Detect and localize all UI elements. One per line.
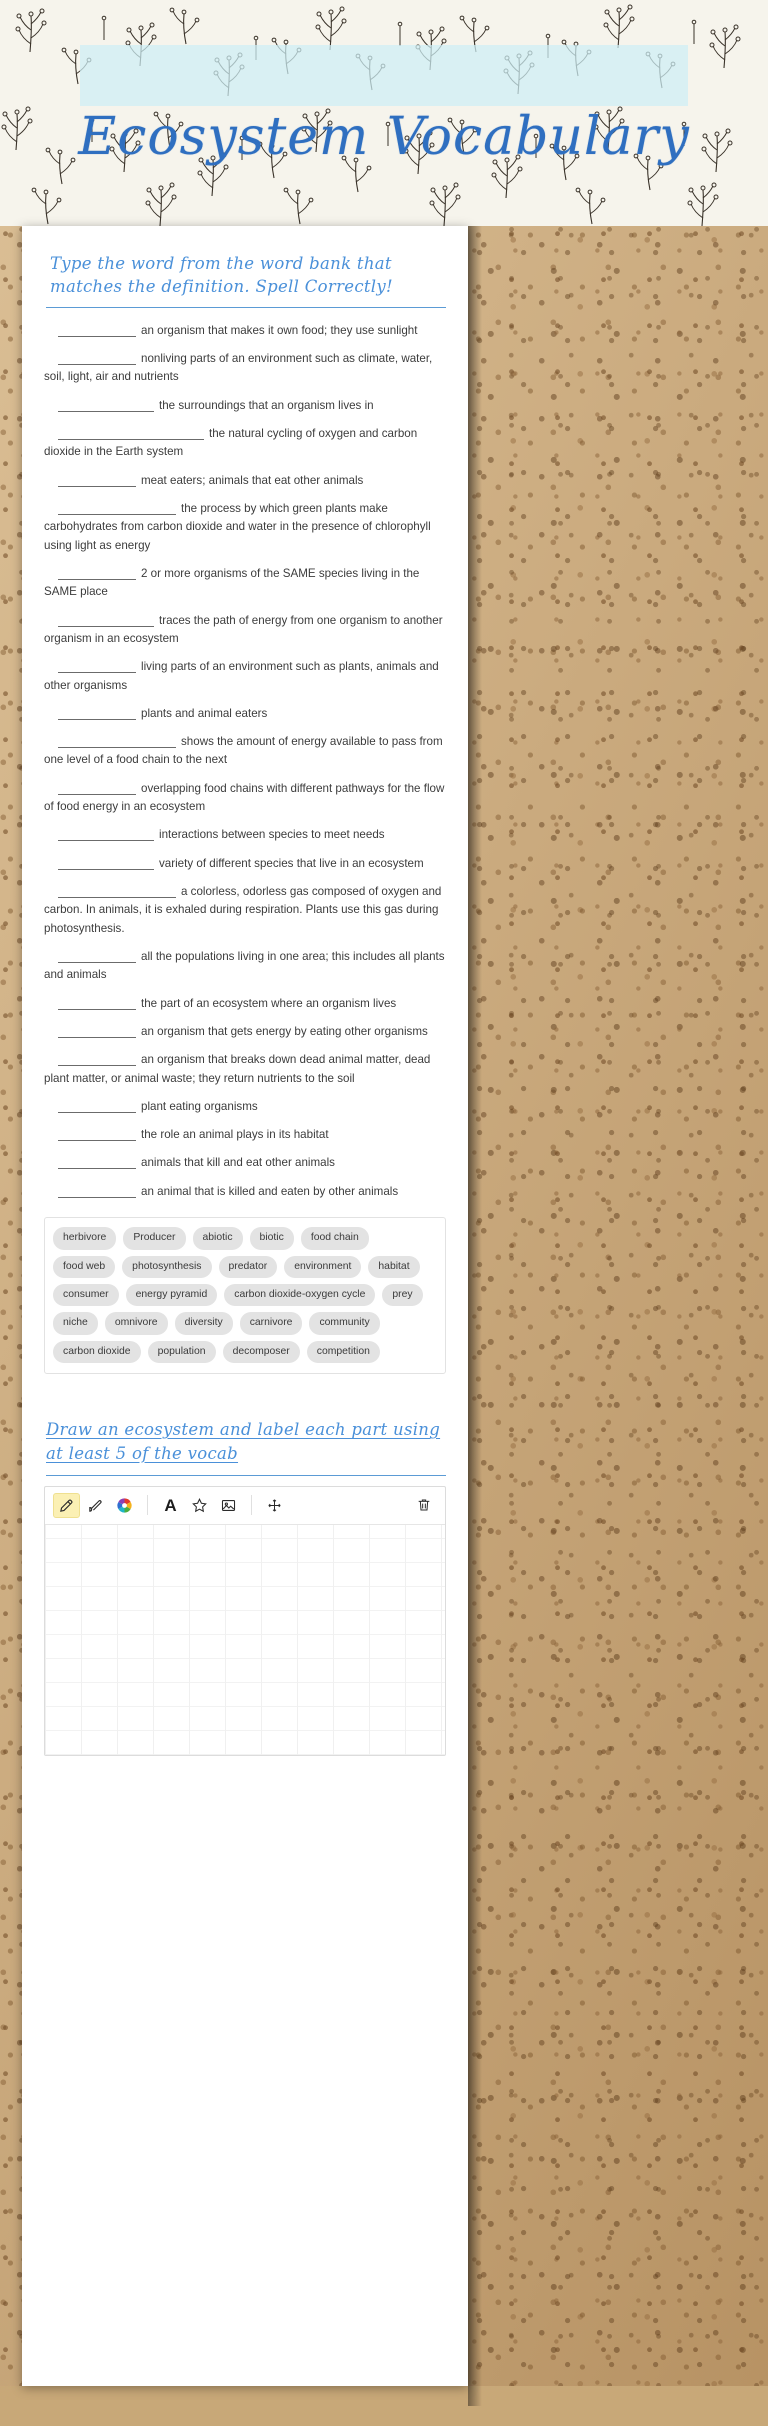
- question-text: nonliving parts of an environment such as climate, water, soil, light, air and nutrients: [44, 352, 433, 384]
- word-bank-chip[interactable]: abiotic: [193, 1227, 243, 1249]
- question-item: [44, 565, 446, 602]
- question-text: all the populations living in one area; this includes all plants and animals: [44, 949, 445, 982]
- word-bank-chip[interactable]: decomposer: [223, 1341, 300, 1363]
- word-bank-chip[interactable]: biotic: [250, 1227, 294, 1249]
- question-item: [44, 705, 446, 723]
- drawing-divider: [46, 1475, 446, 1476]
- question-list: [44, 322, 446, 1201]
- star-shape-icon[interactable]: [186, 1493, 213, 1518]
- answer-blank[interactable]: [58, 660, 136, 673]
- question-text: the natural cycling of oxygen and carbon dioxide in the Earth system: [44, 427, 418, 459]
- question-item: [44, 826, 446, 844]
- answer-blank[interactable]: [58, 997, 136, 1010]
- answer-blank[interactable]: [58, 1185, 136, 1198]
- question-item: [44, 733, 446, 770]
- drawing-canvas-box[interactable]: [44, 1486, 446, 1756]
- question-text: traces the path of energy from one organism to another organism in an ecosystem: [44, 613, 443, 645]
- question-item: [44, 855, 446, 873]
- question-item: [44, 425, 446, 462]
- text-icon[interactable]: [157, 1493, 184, 1518]
- answer-blank[interactable]: [58, 1025, 136, 1038]
- question-text: living parts of an environment such as plants, animals and other organisms: [44, 660, 439, 692]
- answer-blank[interactable]: [58, 1053, 136, 1066]
- word-bank-chip[interactable]: prey: [382, 1284, 422, 1306]
- question-item: [44, 1098, 446, 1116]
- word-bank-chip[interactable]: competition: [307, 1341, 380, 1363]
- word-bank-chip[interactable]: omnivore: [105, 1312, 168, 1334]
- word-bank-chip[interactable]: predator: [219, 1256, 278, 1278]
- question-item: [44, 472, 446, 490]
- question-text: meat eaters; animals that eat other animals: [141, 473, 364, 487]
- question-text: interactions between species to meet needs: [159, 828, 385, 842]
- toolbar-divider-1: [147, 1495, 148, 1515]
- question-text: an organism that breaks down dead animal matter, dead plant matter, or animal waste; they return nutrients to the soil: [44, 1053, 431, 1085]
- answer-blank[interactable]: [58, 352, 136, 365]
- word-bank: [44, 1217, 446, 1374]
- answer-blank[interactable]: [58, 735, 176, 748]
- text-tool-label: A: [164, 1495, 177, 1515]
- question-item: [44, 322, 446, 340]
- worksheet-banner: [0, 0, 768, 226]
- question-item: [44, 1154, 446, 1172]
- image-icon[interactable]: [215, 1493, 242, 1518]
- sheet-shadow: [468, 226, 482, 2406]
- banner-title-wrap: [0, 86, 768, 178]
- question-item: [44, 500, 446, 555]
- question-text: an organism that gets energy by eating other organisms: [141, 1024, 428, 1038]
- question-text: an animal that is killed and eaten by other animals: [141, 1184, 399, 1198]
- answer-blank[interactable]: [58, 614, 154, 627]
- question-text: the role an animal plays in its habitat: [141, 1128, 329, 1142]
- pencil-icon[interactable]: [53, 1493, 80, 1518]
- word-bank-chip[interactable]: niche: [53, 1312, 98, 1334]
- question-text: the part of an ecosystem where an organism lives: [141, 996, 397, 1010]
- answer-blank[interactable]: [58, 857, 154, 870]
- question-item: [44, 612, 446, 649]
- question-text: variety of different species that live in an ecosystem: [159, 856, 424, 870]
- word-bank-chip[interactable]: population: [148, 1341, 216, 1363]
- question-item: [44, 1023, 446, 1041]
- question-item: [44, 1051, 446, 1088]
- answer-blank[interactable]: [58, 567, 136, 580]
- trash-icon[interactable]: [410, 1493, 437, 1518]
- answer-blank[interactable]: [58, 828, 154, 841]
- answer-blank[interactable]: [58, 474, 136, 487]
- question-text: plant eating organisms: [141, 1099, 258, 1113]
- word-bank-chip[interactable]: food web: [53, 1256, 115, 1278]
- answer-blank[interactable]: [58, 399, 154, 412]
- word-bank-chip[interactable]: carbon dioxide: [53, 1341, 141, 1363]
- word-bank-chip[interactable]: environment: [284, 1256, 361, 1278]
- question-item: [44, 1183, 446, 1201]
- question-item: [44, 995, 446, 1013]
- word-bank-chip[interactable]: herbivore: [53, 1227, 116, 1249]
- answer-blank[interactable]: [58, 502, 176, 515]
- move-icon[interactable]: [261, 1493, 288, 1518]
- answer-blank[interactable]: [58, 1100, 136, 1113]
- question-text: 2 or more organisms of the SAME species living in the SAME place: [44, 566, 420, 599]
- question-text: animals that kill and eat other animals: [141, 1156, 335, 1170]
- word-bank-chip[interactable]: carnivore: [240, 1312, 303, 1334]
- word-bank-chip[interactable]: diversity: [175, 1312, 233, 1334]
- question-item: [44, 1126, 446, 1144]
- brush-icon[interactable]: [82, 1493, 109, 1518]
- question-text: shows the amount of energy available to pass from one level of a food chain to the next: [44, 735, 443, 767]
- drawing-toolbar: [45, 1487, 445, 1525]
- question-item: [44, 350, 446, 387]
- word-bank-chip[interactable]: community: [309, 1312, 379, 1334]
- drawing-prompt: Draw an ecosystem and label each part using at least 5 of the vocab: [46, 1420, 441, 1463]
- question-text: plants and animal eaters: [141, 706, 268, 720]
- question-item: [44, 948, 446, 985]
- question-text: overlapping food chains with different pathways for the flow of food energy in an ecosystem: [44, 781, 445, 814]
- worksheet-card: [22, 226, 468, 2386]
- answer-blank[interactable]: [58, 707, 136, 720]
- question-text: an organism that makes it own food; they use sunlight: [141, 323, 418, 337]
- toolbar-divider-2: [251, 1495, 252, 1515]
- question-item: [44, 658, 446, 695]
- word-bank-chip[interactable]: carbon dioxide-oxygen cycle: [224, 1284, 375, 1306]
- instructions-divider: [46, 307, 446, 308]
- word-bank-chip[interactable]: photosynthesis: [122, 1256, 211, 1278]
- word-bank-chip[interactable]: consumer: [53, 1284, 119, 1306]
- answer-blank[interactable]: [58, 885, 176, 898]
- drawing-canvas[interactable]: [45, 1525, 445, 1755]
- answer-blank[interactable]: [58, 324, 136, 337]
- question-item: [44, 780, 446, 817]
- question-text: the surroundings that an organism lives in: [159, 398, 374, 412]
- word-bank-chip[interactable]: habitat: [368, 1256, 419, 1278]
- page-title: Ecosystem Vocabulary: [78, 107, 690, 167]
- question-item: [44, 883, 446, 938]
- answer-blank[interactable]: [58, 1128, 136, 1141]
- word-bank-chip[interactable]: food chain: [301, 1227, 369, 1249]
- answer-blank[interactable]: [58, 427, 204, 440]
- question-text: the process by which green plants make carbohydrates from carbon dioxide and water in the presence of chlorophyll using light as energy: [44, 502, 431, 552]
- answer-blank[interactable]: [58, 950, 136, 963]
- instructions-text: Type the word from the word bank that matches the definition. Spell Correctly!: [50, 254, 393, 297]
- question-text: a colorless, odorless gas composed of oxygen and carbon. In animals, it is exhaled during respiration. Plants use this gas during photosynthesis.: [44, 885, 442, 935]
- word-bank-chip[interactable]: energy pyramid: [126, 1284, 218, 1306]
- question-item: [44, 397, 446, 415]
- answer-blank[interactable]: [58, 782, 136, 795]
- word-bank-chip[interactable]: Producer: [123, 1227, 185, 1249]
- color-wheel-icon[interactable]: [111, 1493, 138, 1518]
- answer-blank[interactable]: [58, 1156, 136, 1169]
